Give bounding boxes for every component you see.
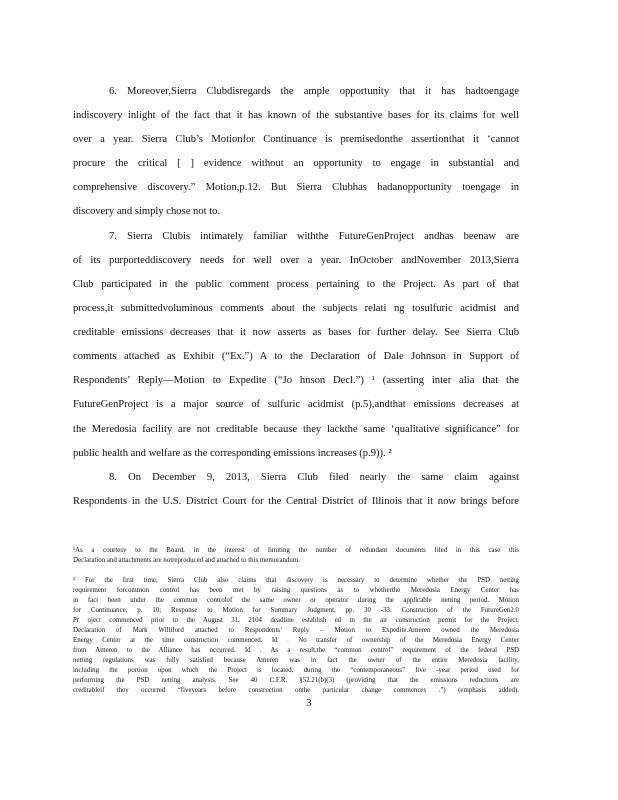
body-line: over a year. Sierra Club’s Motionfor Continuance is premisedonthe assertionthat it ‘cannot — [73, 134, 519, 145]
footnote-line: performing the PSD netting analysis. See 40 C.F.R. §52.21(b)(3) (providing that the emissions reductions are — [73, 677, 519, 684]
footnote-line: including the portion upon which the Project is located, during the “contemporaneous” five -year period used for — [73, 667, 519, 674]
footnote-line: requirement forcommon control has been met by raising questions as to whetherthe Meredosia Energy Center has — [73, 587, 519, 594]
body-line: FutureGenProject is a major source of sulfuric acidmist (p.5),andthat emissions decreases at — [73, 399, 519, 410]
body-line: 7. Sierra Clubis intimately familiar withthe FutureGenProject andhas beenaw are — [109, 231, 519, 242]
footnote-line: Declaration and attachments are notreproduced and attached to this memorandum. — [73, 557, 300, 564]
body-line: 6. Moreover,Sierra Clubdisregards the ample opportunity that it has hadtoengage — [109, 86, 519, 97]
footnote-line: from Ameren to the Alliance has occurred. Id . As a result,the “common control” requirement of the federal PSD — [73, 647, 519, 654]
body-line: indiscovery inlight of the fact that it has known of the substantive bases for its claims for well — [73, 110, 519, 121]
footnote-line: Pr oject commenced prior to the August 31, 2104 deadline establish ed in the air construction permit for the Project. — [73, 617, 519, 624]
body-line: comprehensive discovery.” Motion,p.12. But Sierra Clubhas hadanopportunity toengage in — [73, 182, 519, 193]
footnote-line: netting regulations was fully satisfied because Ameren was in fact the owner of the entire Meredosia facility, — [73, 657, 519, 664]
footnote-line: ² For the first time, Sierra Club also claims that discovery is necessary to determine whether the PSD netting — [73, 577, 519, 584]
body-line: procure the critical [ ] evidence without an opportunity to engage in substantial and — [73, 158, 519, 169]
body-line: Respondents in the U.S. District Court for the Central District of Illinois that it now brings before — [73, 496, 519, 507]
body-line: discovery and simply chose not to. — [73, 206, 221, 217]
body-line: creditable emissions decreases that it now asserts as bases for further delay. See Sierra Club — [73, 327, 519, 338]
body-line: Respondents’ Reply—Motion to Expedite (“Jo hnson Decl.”) ¹ (asserting inter alia that the — [73, 375, 519, 386]
page-number: 3 — [306, 698, 312, 709]
body-line: of its purporteddiscovery needs for well over a year. InOctober andNovember 2013,Sierra — [73, 255, 519, 266]
body-line: comments attached as Exhibit (“Ex.”) A to the Declaration of Dale Johnson in Support of — [73, 351, 519, 362]
footnote-line: ¹As a courtesy to the Board, in the interest of limiting the number of redundant documents filed in this case this — [73, 547, 519, 554]
footnote-line: in fact been under the common controlof the same owner or operator during the applicable netting period. Motion — [73, 597, 519, 604]
body-line: public health and welfare as the corresponding emissions increases (p.9)). ² — [73, 448, 392, 459]
footnote-line: for Continuance, p. 10; Response to Motion for Summary Judgment, pp. 30 -33. Construction of the FutureGen2.0 — [73, 607, 519, 614]
body-line: process,it submittedvoluminous comments about the subjects relati ng tosulfuric acidmist and — [73, 303, 519, 314]
body-line: Club participated in the public comment process pertaining to the Project. As part of that — [73, 279, 519, 290]
footnote-line: Energy Center at the time construction commenced. Id . No transfer of ownership of the Meredosia Energy Center — [73, 637, 519, 644]
footnote-line: creditableif they occurred “fiveyears before construction onthe particular change commences .”) (emphasis added). — [73, 687, 519, 694]
body-line: the Meredosia facility are not creditable because they lackthe same ‘qualitative significance” for — [73, 424, 519, 435]
body-line: 8. On December 9, 2013, Sierra Club filed nearly the same claim against — [109, 472, 519, 483]
footnote-line: Declaration of Mark Williford attached to Respondents’ Reply – Motion to Expedite.Ameren owned the Meredosia — [73, 627, 519, 634]
